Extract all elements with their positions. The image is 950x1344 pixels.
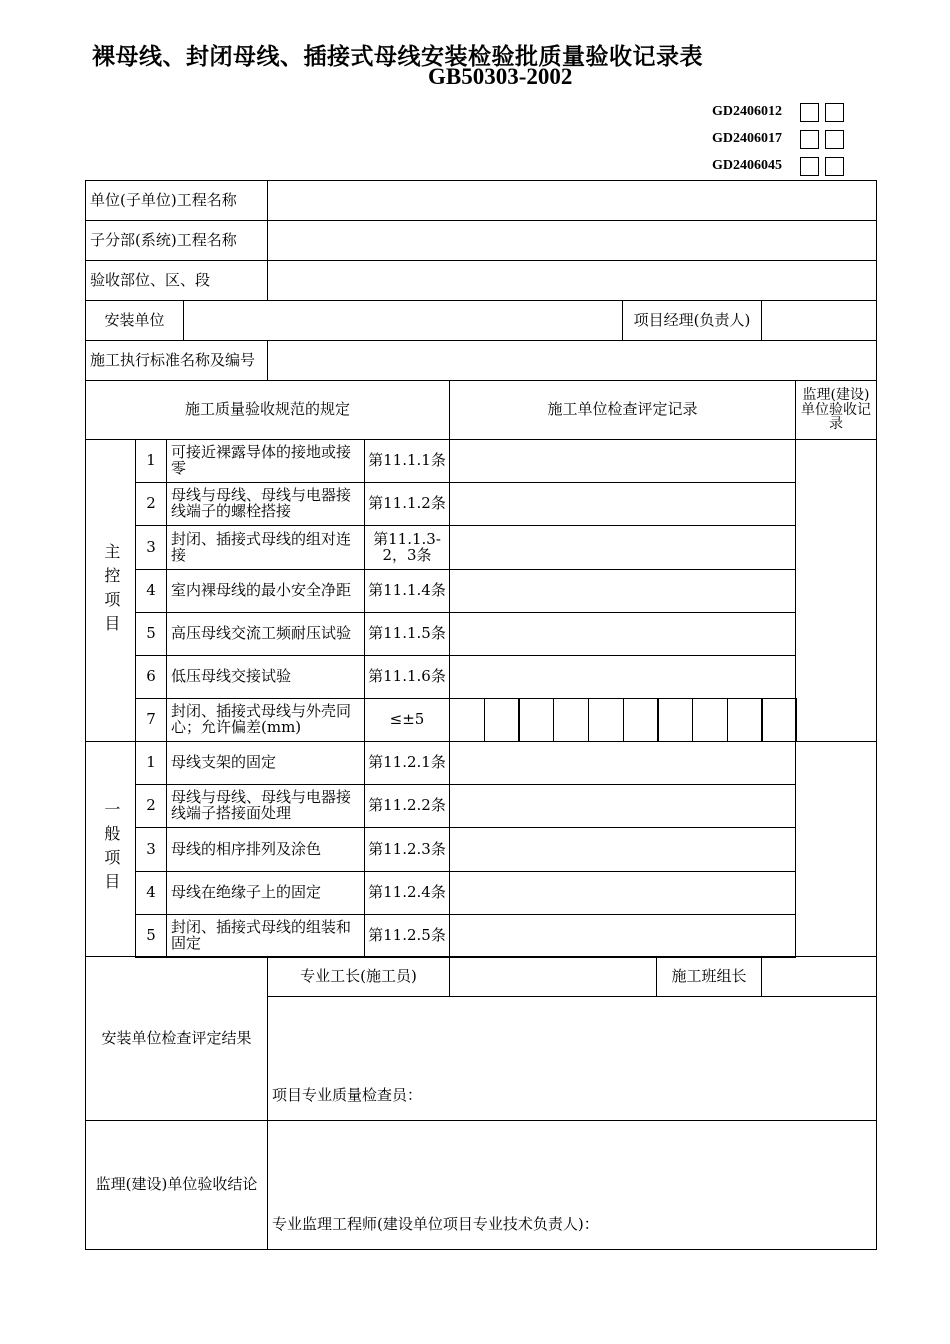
code-row-3	[712, 155, 844, 177]
item-number: 2	[135, 482, 167, 526]
unit-project-field[interactable]	[267, 180, 877, 221]
item-clause: 第11.2.5条	[364, 914, 450, 958]
deviation-cell[interactable]	[588, 698, 624, 742]
deviation-cell[interactable]	[727, 698, 763, 742]
item-description: 封闭、插接式母线的组装和固定	[166, 914, 365, 958]
item-number: 5	[135, 612, 167, 656]
deviation-cell[interactable]	[449, 698, 485, 742]
general-label	[85, 741, 136, 957]
deviation-cell[interactable]	[761, 698, 797, 742]
deviation-cell[interactable]	[623, 698, 659, 742]
main-supervisor-field[interactable]	[795, 439, 877, 742]
record-field[interactable]	[449, 914, 796, 958]
pm-label: 项目经理(负责人)	[622, 300, 762, 341]
record-field[interactable]	[449, 482, 796, 526]
item-description: 封闭、插接式母线的组对连接	[166, 525, 365, 570]
deviation-cell[interactable]	[692, 698, 728, 742]
code-row-1	[712, 101, 844, 123]
item-description: 母线支架的固定	[166, 741, 365, 785]
install-unit-label: 安装单位	[85, 300, 184, 341]
item-clause: 第11.1.3-2，3条	[364, 525, 450, 570]
part-label: 验收部位、区、段	[85, 260, 268, 301]
item-description: 可接近裸露导体的接地或接零	[166, 439, 365, 483]
item-clause: 第11.1.4条	[364, 569, 450, 613]
record-field[interactable]	[449, 612, 796, 656]
supervision-field[interactable]	[267, 1120, 877, 1250]
item-number: 7	[135, 698, 167, 742]
sub-project-field[interactable]	[267, 220, 877, 261]
code-checkbox[interactable]	[825, 103, 844, 122]
install-result-field[interactable]	[267, 996, 877, 1121]
item-number: 1	[135, 741, 167, 785]
supervisor-header: 监理(建设)单位验收记录	[795, 380, 877, 440]
deviation-cell[interactable]	[553, 698, 589, 742]
item-number: 1	[135, 439, 167, 483]
record-field[interactable]	[449, 655, 796, 699]
item-number: 5	[135, 914, 167, 958]
foreman-field[interactable]	[449, 956, 657, 997]
supervision-label: 监理(建设)单位验收结论	[85, 1120, 268, 1250]
item-description: 母线与母线、母线与电器接线端子的螺栓搭接	[166, 482, 365, 526]
unit-project-label: 单位(子单位)工程名称	[85, 180, 268, 221]
record-field[interactable]	[449, 871, 796, 915]
item-description: 母线与母线、母线与电器接线端子搭接面处理	[166, 784, 365, 828]
record-field[interactable]	[449, 525, 796, 570]
foreman-label: 专业工长(施工员)	[267, 956, 450, 997]
install-unit-field[interactable]	[183, 300, 623, 341]
main-control-text: 主控项目	[101, 542, 121, 639]
deviation-cell[interactable]	[518, 698, 554, 742]
item-number: 6	[135, 655, 167, 699]
item-clause: 第11.1.2条	[364, 482, 450, 526]
main-control-label	[85, 439, 136, 742]
item-description: 封闭、插接式母线与外壳同心；允许偏差(mm)	[166, 698, 365, 742]
item-clause: 第11.2.1条	[364, 741, 450, 785]
qc-inspector-label: 项目专业质量检查员：	[272, 1086, 423, 1105]
code-row-2	[712, 128, 844, 150]
general-supervisor-field[interactable]	[795, 741, 877, 957]
item-clause: ≤±5	[364, 698, 450, 742]
code-checkbox[interactable]	[800, 130, 819, 149]
item-number: 4	[135, 569, 167, 613]
item-number: 3	[135, 525, 167, 570]
item-number: 2	[135, 784, 167, 828]
item-number: 3	[135, 827, 167, 872]
record-field[interactable]	[449, 741, 796, 785]
record-header: 施工单位检查评定记录	[449, 380, 796, 440]
item-description: 母线在绝缘子上的固定	[166, 871, 365, 915]
form-code: GD2406017	[712, 131, 782, 146]
item-description: 高压母线交流工频耐压试验	[166, 612, 365, 656]
document-title: 裸母线、封闭母线、插接式母线安装检验批质量验收记录表	[92, 44, 703, 70]
deviation-cell[interactable]	[484, 698, 520, 742]
standard-number: GB50303-2002	[428, 64, 573, 89]
item-clause: 第11.2.4条	[364, 871, 450, 915]
record-field[interactable]	[449, 439, 796, 483]
team-leader-field[interactable]	[761, 956, 877, 997]
part-field[interactable]	[267, 260, 877, 301]
install-result-label: 安装单位检查评定结果	[85, 956, 268, 1121]
form-code: GD2406045	[712, 158, 782, 173]
item-clause: 第11.2.2条	[364, 784, 450, 828]
deviation-cell[interactable]	[657, 698, 693, 742]
item-description: 室内裸母线的最小安全净距	[166, 569, 365, 613]
team-leader-label: 施工班组长	[656, 956, 762, 997]
record-field[interactable]	[449, 784, 796, 828]
item-clause: 第11.1.5条	[364, 612, 450, 656]
item-clause: 第11.2.3条	[364, 827, 450, 872]
form-code: GD2406012	[712, 104, 782, 119]
code-checkbox[interactable]	[825, 157, 844, 176]
pm-field[interactable]	[761, 300, 877, 341]
code-checkbox[interactable]	[825, 130, 844, 149]
spec-header: 施工质量验收规范的规定	[85, 380, 450, 440]
item-clause: 第11.1.1条	[364, 439, 450, 483]
code-checkbox[interactable]	[800, 103, 819, 122]
item-description: 低压母线交接试验	[166, 655, 365, 699]
record-field[interactable]	[449, 827, 796, 872]
record-field[interactable]	[449, 569, 796, 613]
general-text: 一般项目	[101, 801, 121, 897]
standard-label: 施工执行标准名称及编号	[85, 340, 268, 381]
engineer-label: 专业监理工程师(建设单位项目专业技术负责人)：	[272, 1215, 599, 1234]
item-clause: 第11.1.6条	[364, 655, 450, 699]
code-checkbox[interactable]	[800, 157, 819, 176]
item-number: 4	[135, 871, 167, 915]
standard-field[interactable]	[267, 340, 877, 381]
sub-project-label: 子分部(系统)工程名称	[85, 220, 268, 261]
item-description: 母线的相序排列及涂色	[166, 827, 365, 872]
